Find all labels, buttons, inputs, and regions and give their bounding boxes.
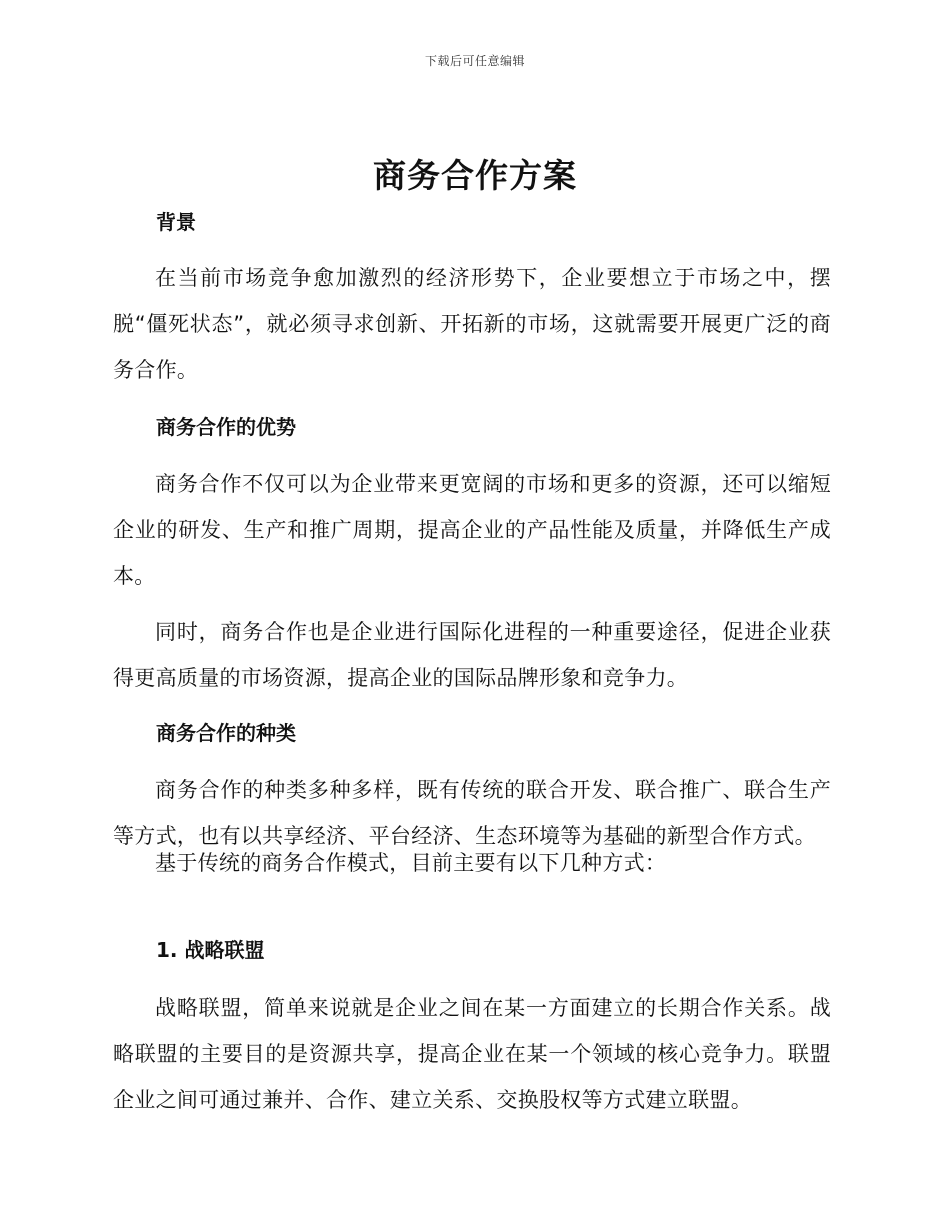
paragraph-types-1: 商务合作的种类多种多样，既有传统的联合开发、联合推广、联合生产等方式，也有以共享经济、平台经济、生态环境等为基础的新型合作方式。 — [113, 778, 831, 848]
paragraph-advantages-2: 同时，商务合作也是企业进行国际化进程的一种重要途径，促进企业获得更高质量的市场资源，提高企业的国际品牌形象和竞争力。 — [113, 620, 831, 690]
paragraph-types-2: 基于传统的商务合作模式，目前主要有以下几种方式： — [155, 851, 667, 875]
paragraph-advantages-1: 商务合作不仅可以为企业带来更宽阔的市场和更多的资源，还可以缩短企业的研发、生产和推广周期，提高企业的产品性能及质量，并降低生产成本。 — [113, 472, 831, 588]
section-heading-background: 背景 — [156, 210, 196, 234]
paragraph-background: 在当前市场竞争愈加激烈的经济形势下，企业要想立于市场之中，摆脱“僵死状态”，就必须寻求创新、开拓新的市场，这就需要开展更广泛的商务合作。 — [113, 266, 831, 382]
section-heading-strategic-alliance: 1. 战略联盟 — [156, 938, 265, 962]
section-heading-types: 商务合作的种类 — [156, 721, 296, 745]
section-heading-advantages: 商务合作的优势 — [156, 415, 296, 439]
document-title: 商务合作方案 — [373, 156, 577, 195]
page-header-note: 下载后可任意编辑 — [424, 54, 525, 68]
paragraph-strategic-alliance: 战略联盟，简单来说就是企业之间在某一方面建立的长期合作关系。战略联盟的主要目的是资源共享，提高企业在某一个领域的核心竞争力。联盟企业之间可通过兼并、合作、建立关系、交换股权等方式建立联盟。 — [113, 996, 831, 1112]
